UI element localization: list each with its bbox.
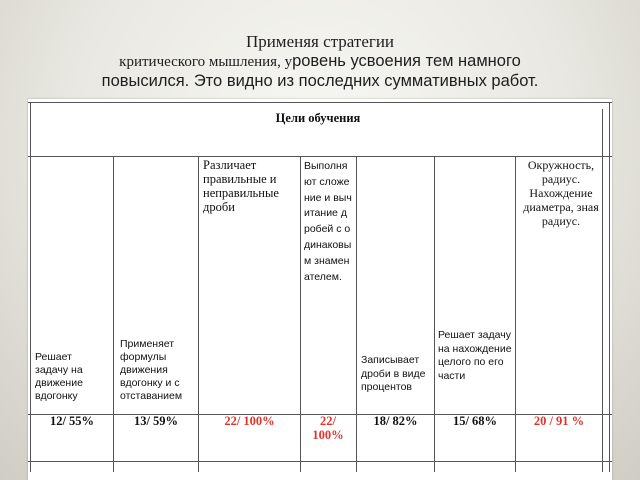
goal-cell-3: Различает правильные и неправильные дроби: [203, 158, 279, 214]
goal-cell-5: Записывает дроби в виде процентов: [361, 354, 426, 393]
table-col-divider-3: [300, 156, 301, 472]
result-cell-7: 20 / 91 %: [533, 414, 585, 428]
title-line-3: повысился. Это видно из последних суммативных работ.: [101, 72, 539, 90]
table-border-top: [28, 102, 612, 103]
result-cell-4: 22/ 100%: [312, 414, 344, 442]
result-cell-5: 18/ 82%: [373, 414, 418, 428]
slide-title: [0, 32, 640, 91]
goal-cell-7: Окружность, радиус. Нахождение диаметра, зная радиус.: [523, 158, 599, 228]
result-cell-2: 13/ 59%: [133, 414, 179, 428]
title-line-2: [0, 51, 640, 72]
goal-cell-1: Решает задачу на движение вдогонку: [35, 351, 83, 402]
result-cell-6: 15/ 68%: [452, 414, 498, 428]
results-table: [28, 99, 612, 480]
goal-cell-6: Решает задачу на нахождение целого по его части: [438, 329, 512, 382]
goal-cell-2: Применяет формулы движения вдогонку и с отставанием: [120, 338, 183, 402]
table-border-bottom: [28, 461, 612, 462]
title-line-2-sans: ровень усвоения тем намного: [292, 52, 521, 70]
goal-cell-4: Выполняют сложение и вычитание дробей с одинаковым знаменателем.: [304, 160, 352, 283]
result-cell-3: 22/ 100%: [224, 414, 275, 428]
table-border-right: [609, 102, 610, 472]
table-header: Цели обучения: [275, 111, 361, 125]
title-line-1: Применяя стратегии: [245, 32, 395, 51]
result-cell-1: 12/ 55%: [49, 414, 95, 428]
title-line-2-serif: критического мышления, у: [119, 54, 293, 70]
table-header-divider: [28, 156, 612, 157]
